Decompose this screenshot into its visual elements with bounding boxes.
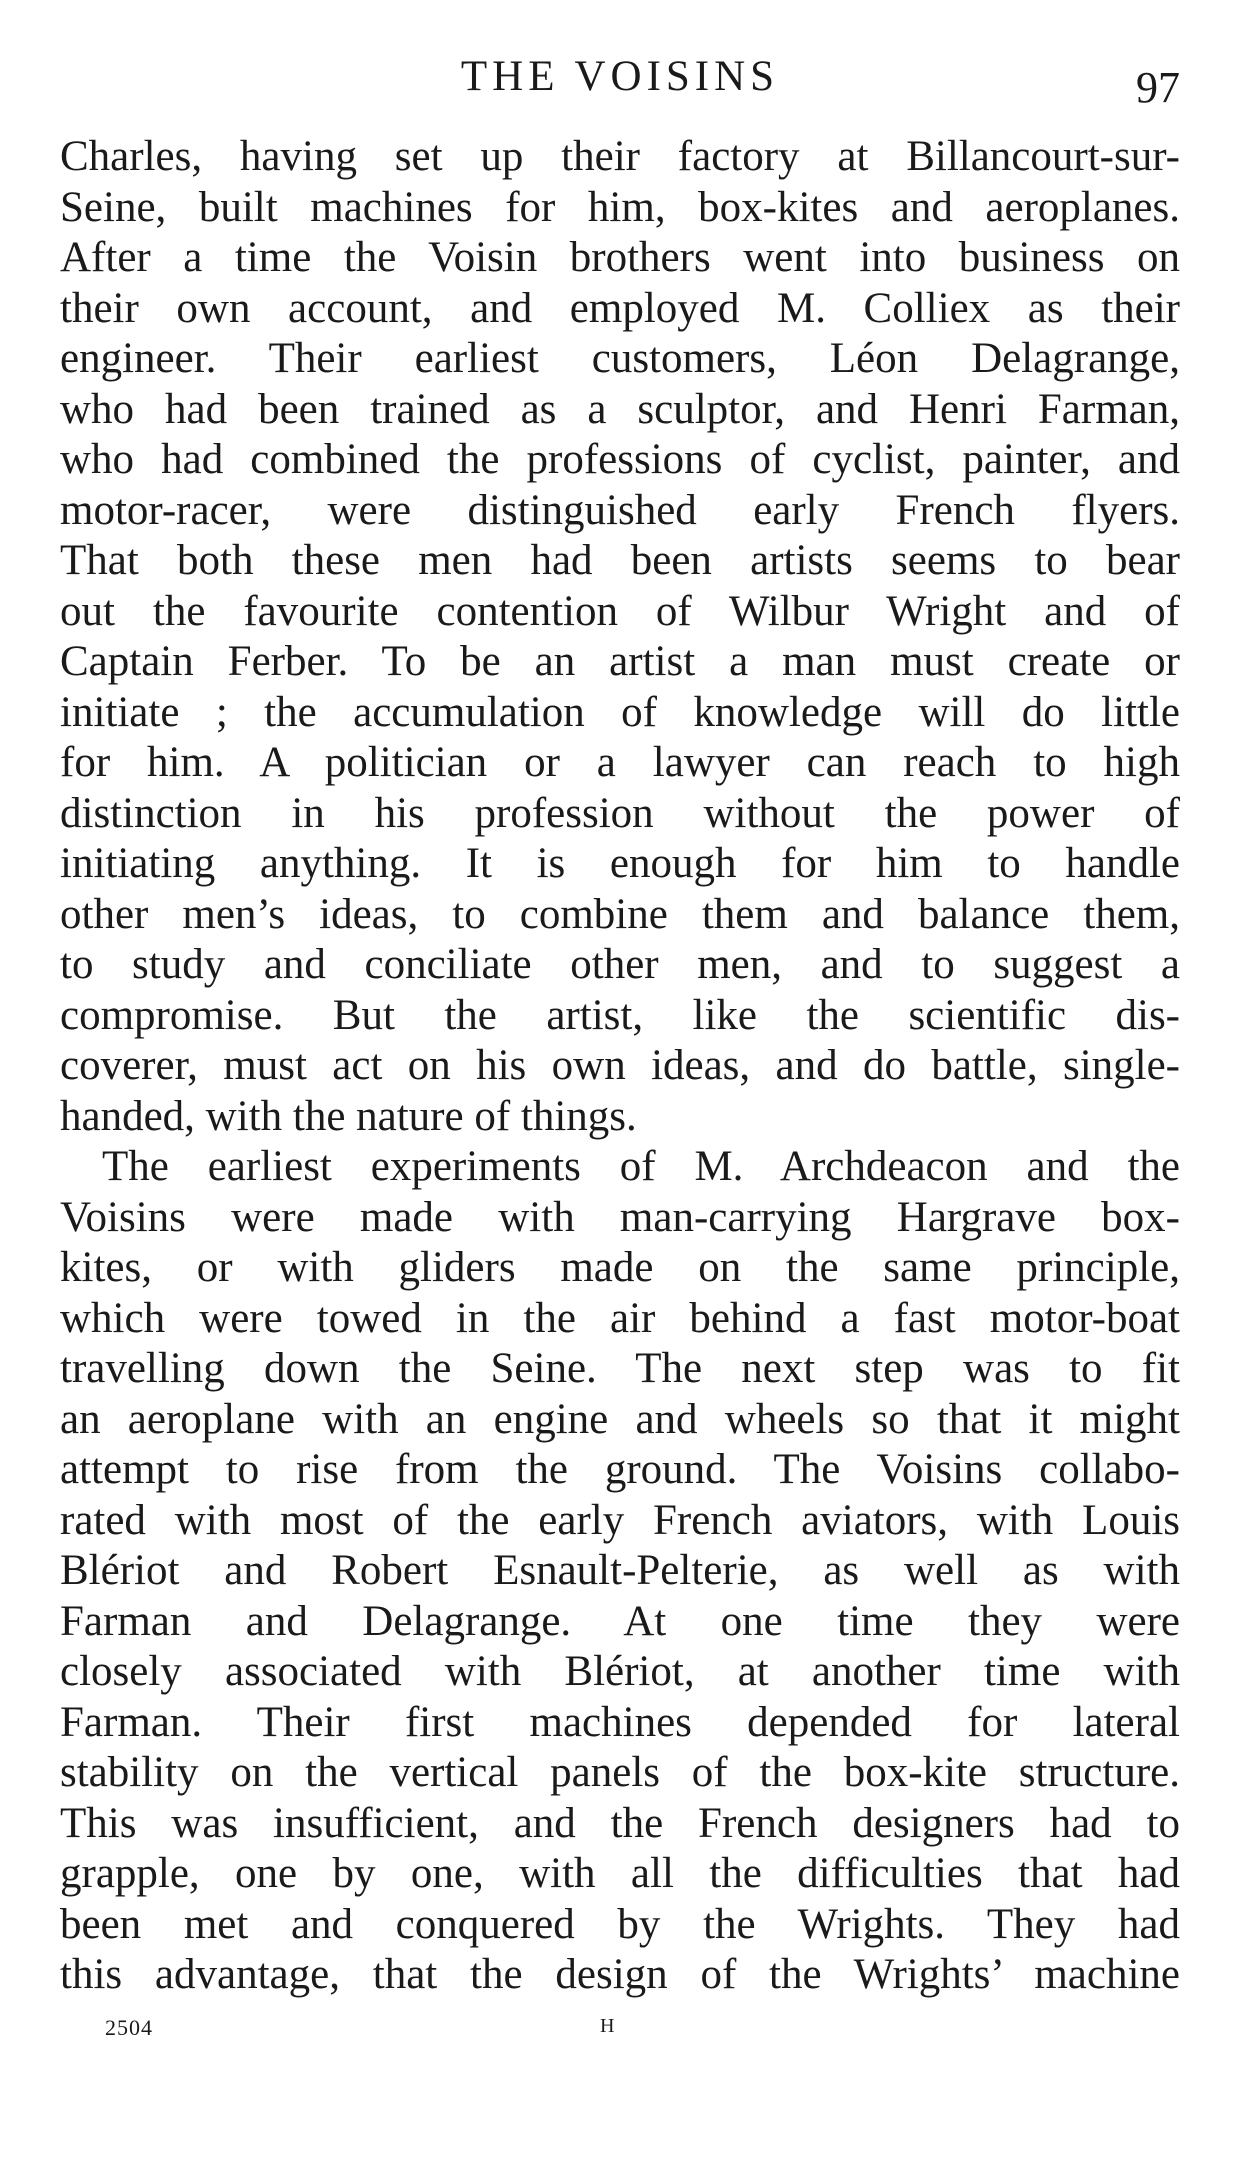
text-line: After a time the Voisin brothers went into business on bbox=[60, 234, 1180, 281]
text-line: Blériot and Robert Esnault-Pelterie, as well as with bbox=[60, 1547, 1180, 1594]
text-line: handed, with the nature of things. bbox=[60, 1092, 637, 1140]
printer-signature: 2504 bbox=[105, 2015, 153, 2040]
text-line: distinction in his profession without the power of bbox=[60, 789, 1180, 837]
text-line: The earliest experiments of M. Archdeacon and the bbox=[102, 1143, 1180, 1190]
text-line: kites, or with gliders made on the same principle, bbox=[60, 1244, 1180, 1291]
text-line: travelling down the Seine. The next step was to fit bbox=[60, 1345, 1180, 1392]
text-line: who had combined the professions of cyclist, painter, and bbox=[60, 436, 1180, 483]
text-line: out the favourite contention of Wilbur Wright and of bbox=[60, 587, 1180, 635]
text-line: attempt to rise from the ground. The Voisins collabo- bbox=[60, 1446, 1180, 1493]
text-line: Seine, built machines for him, box-kites and aeroplanes. bbox=[60, 183, 1180, 231]
text-line: Charles, having set up their factory at Billancourt-sur- bbox=[60, 133, 1180, 180]
text-line: for him. A politician or a lawyer can reach to high bbox=[60, 739, 1180, 786]
text-line: an aeroplane with an engine and wheels so that it might bbox=[60, 1395, 1180, 1443]
text-line: closely associated with Blériot, at another time with bbox=[60, 1648, 1180, 1695]
text-line: other men’s ideas, to combine them and balance them, bbox=[60, 890, 1180, 938]
text-line: motor-racer, were distinguished early French flyers. bbox=[60, 486, 1180, 534]
text-line: been met and conquered by the Wrights. They had bbox=[60, 1900, 1180, 1948]
text-line: which were towed in the air behind a fast motor-boat bbox=[60, 1294, 1180, 1342]
text-line: to study and conciliate other men, and to suggest a bbox=[60, 941, 1180, 988]
text-line: Captain Ferber. To be an artist a man must create or bbox=[60, 638, 1180, 685]
text-line: engineer. Their earliest customers, Léon Delagrange, bbox=[60, 335, 1180, 382]
text-line: grapple, one by one, with all the difficulties that had bbox=[60, 1850, 1180, 1897]
page-number: 97 bbox=[1136, 63, 1180, 112]
text-line: That both these men had been artists seems to bear bbox=[60, 537, 1180, 584]
body-text bbox=[60, 132, 1180, 2001]
running-title: THE VOISINS bbox=[460, 53, 780, 100]
paragraph-1 bbox=[60, 132, 1180, 1142]
text-line: this advantage, that the design of the Wrights’ machine bbox=[60, 1951, 1180, 1998]
text-line: who had been trained as a sculptor, and Henri Farman, bbox=[60, 385, 1180, 433]
text-line: initiate ; the accumulation of knowledge will do little bbox=[60, 688, 1180, 736]
text-line: stability on the vertical panels of the box-kite structure. bbox=[60, 1749, 1180, 1796]
text-line: coverer, must act on his own ideas, and do battle, single- bbox=[60, 1042, 1180, 1089]
text-line: compromise. But the artist, like the scientific dis- bbox=[60, 991, 1180, 1039]
page-footer bbox=[60, 2015, 1180, 2055]
text-line: their own account, and employed M. Colliex as their bbox=[60, 284, 1180, 332]
text-line: Farman and Delagrange. At one time they were bbox=[60, 1597, 1180, 1645]
text-line: Farman. Their first machines depended for lateral bbox=[60, 1698, 1180, 1746]
text-line: initiating anything. It is enough for him to handle bbox=[60, 840, 1180, 887]
running-head bbox=[60, 52, 1180, 112]
text-line: rated with most of the early French aviators, with Louis bbox=[60, 1496, 1180, 1544]
text-line: This was insufficient, and the French designers had to bbox=[60, 1799, 1180, 1847]
text-line: Voisins were made with man-carrying Hargrave box- bbox=[60, 1193, 1180, 1241]
gathering-mark: H bbox=[600, 2015, 615, 2037]
paragraph-2 bbox=[60, 1142, 1180, 2001]
